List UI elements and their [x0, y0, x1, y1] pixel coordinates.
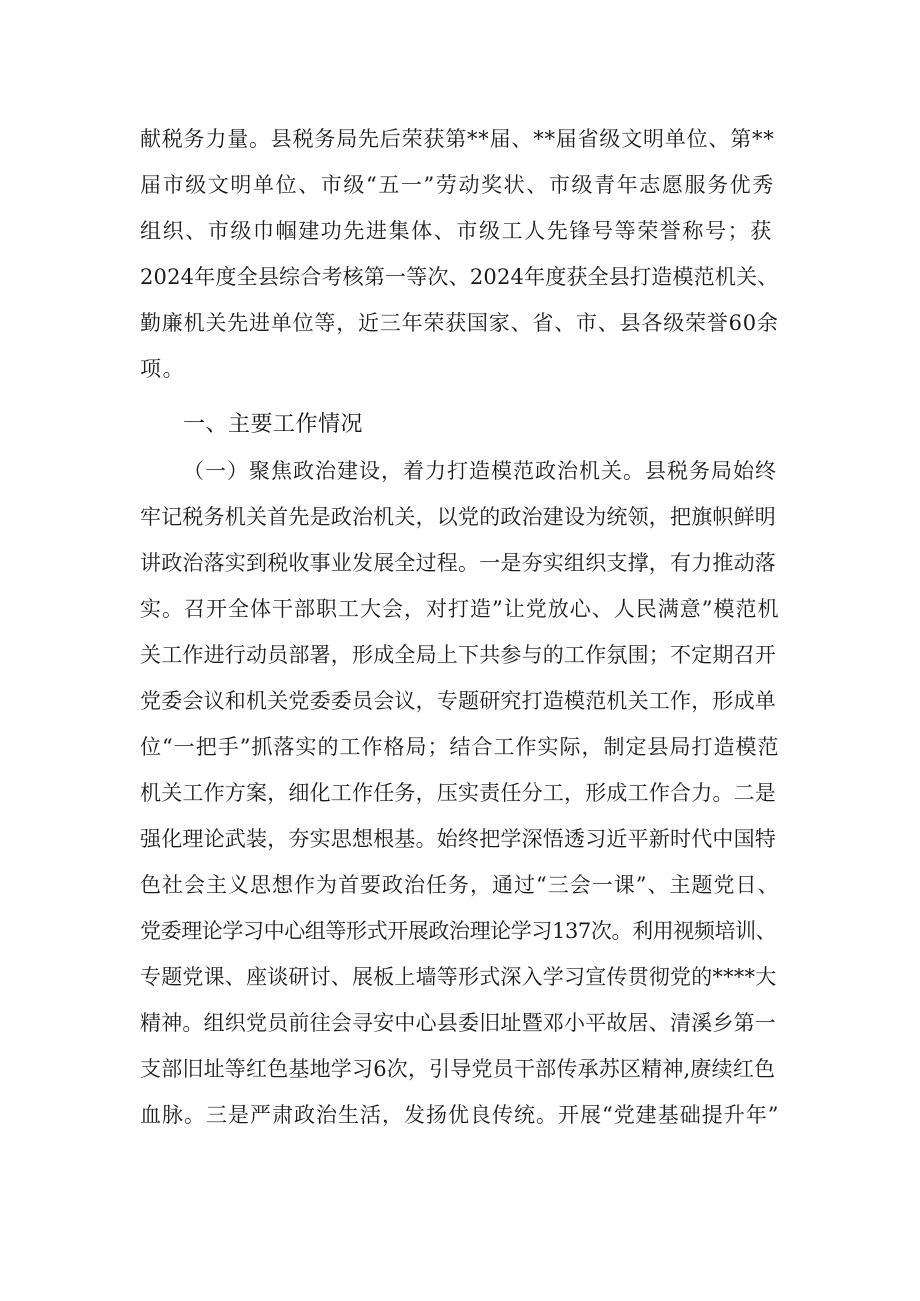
body-line: 血脉。三是严肃政治生活，发扬优良传统。开展“党建基础提升年”: [140, 1103, 780, 1127]
body-line: 关工作进行动员部署，形成全局上下共参与的工作氛围；不定期召开: [140, 643, 776, 667]
section-heading: 一、主要工作情况: [183, 412, 364, 437]
body-line: 支部旧址等红色基地学习6次，引导党员干部传承苏区精神,赓续红色: [140, 1057, 776, 1081]
body-line: 项。: [140, 357, 186, 381]
body-line: 色社会主义思想作为首要政治任务，通过“三会一课”、主题党日、: [140, 873, 780, 897]
body-line: 党委理论学习中心组等形式开展政治理论学习137次。利用视频培训、: [140, 919, 777, 943]
body-line: 精神。组织党员前往会寻安中心县委旧址暨邓小平故居、清溪乡第一: [140, 1011, 776, 1035]
body-line: 专题党课、座谈研讨、展板上墙等形式深入学习宣传贯彻党的****大: [140, 965, 777, 989]
body-line: 牢记税务机关首先是政治机关，以党的政治建设为统领，把旗帜鲜明: [140, 505, 776, 529]
body-line: 勤廉机关先进单位等，近三年荣获国家、省、市、县各级荣誉60余: [140, 311, 779, 335]
body-line: 位“一把手”抓落实的工作格局；结合工作实际，制定县局打造模范: [140, 735, 780, 759]
body-line: 组织、市级巾帼建功先进集体、市级工人先锋号等荣誉称号；获: [140, 219, 773, 243]
body-line: 讲政治落实到税收事业发展全过程。一是夯实组织支撑，有力推动落: [140, 551, 776, 575]
paragraph-first-line: （一）聚焦政治建设，着力打造模范政治机关。县税务局始终: [183, 459, 777, 483]
body-line: 实。召开全体干部职工大会，对打造”让党放心、人民满意”模范机: [140, 597, 780, 621]
body-line: 党委会议和机关党委委员会议，专题研究打造模范机关工作，形成单: [140, 689, 776, 713]
body-line: 2024年度全县综合考核第一等次、2024年度获全县打造模范机关、: [140, 265, 779, 289]
body-line: 强化理论武装，夯实思想根基。始终把学深悟透习近平新时代中国特: [140, 827, 776, 851]
body-line: 届市级文明单位、市级“五一”劳动奖状、市级青年志愿服务优秀: [140, 173, 775, 197]
body-line: 献税务力量。县税务局先后荣获第**届、**届省级文明单位、第**: [140, 127, 775, 151]
body-line: 机关工作方案，细化工作任务，压实责任分工，形成工作合力。二是: [140, 781, 776, 805]
